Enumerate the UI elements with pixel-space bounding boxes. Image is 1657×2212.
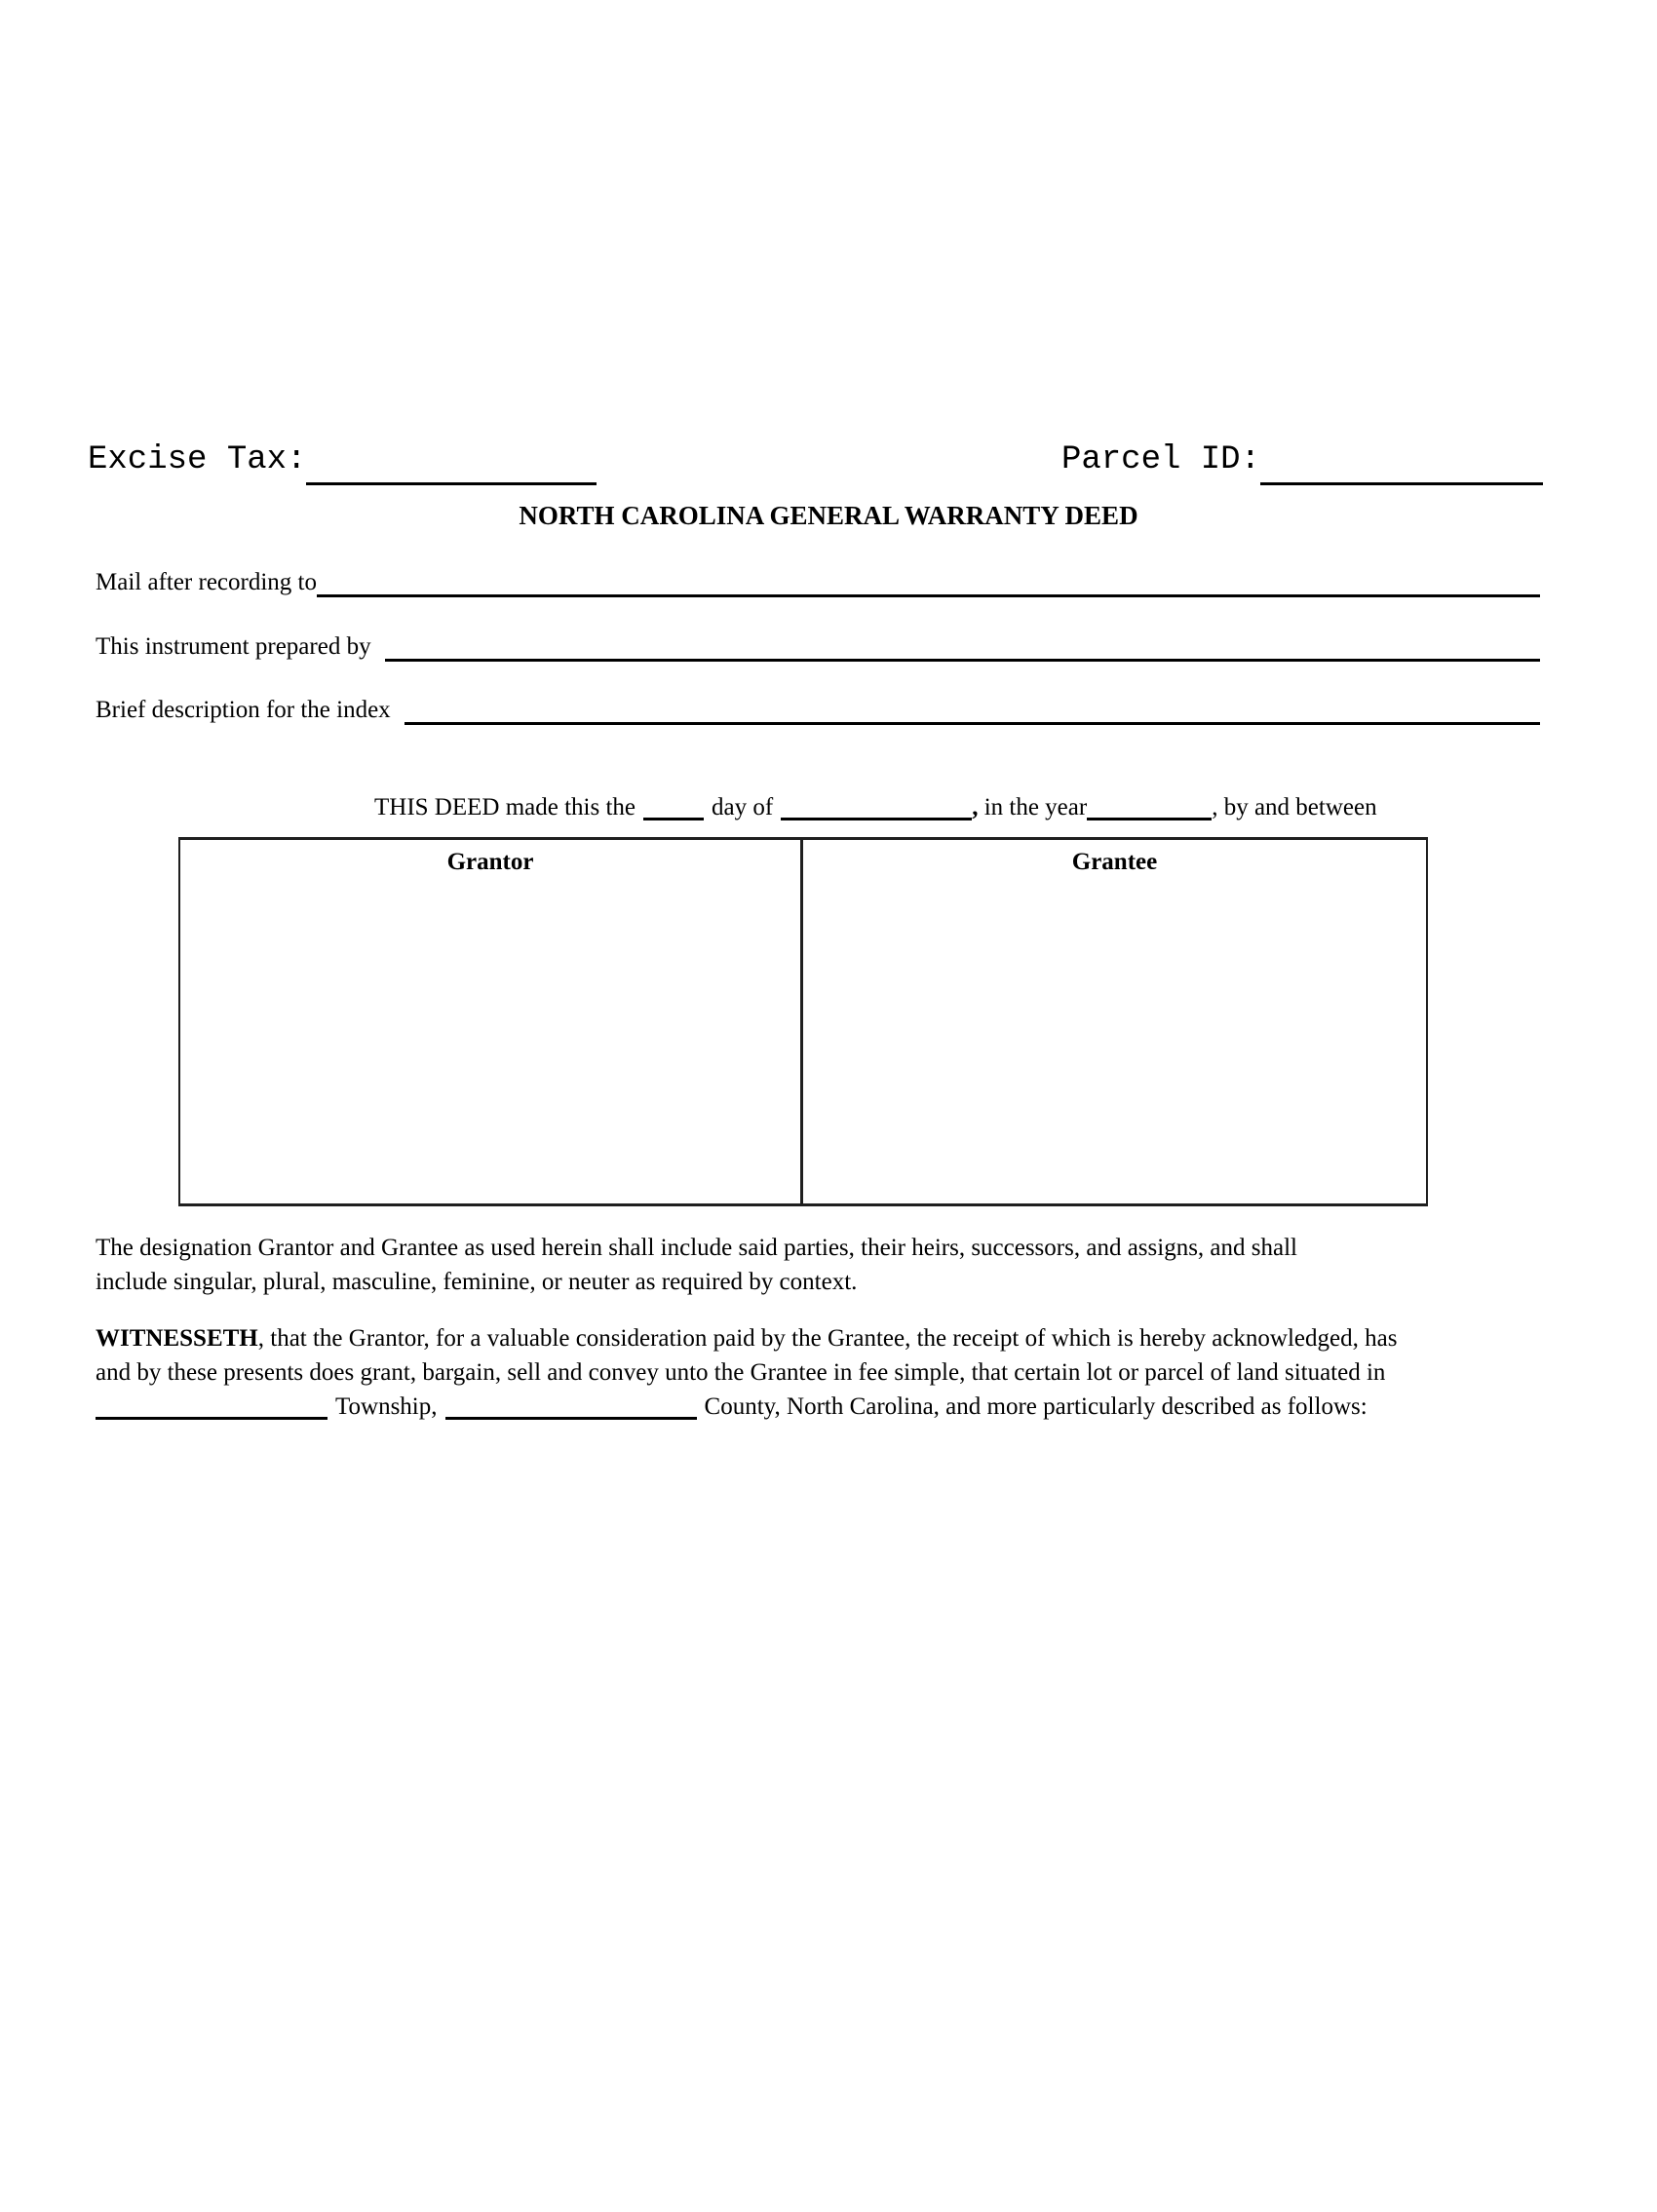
- instrument-prepared-field[interactable]: [385, 659, 1540, 662]
- parcel-id-group: [1061, 439, 1543, 485]
- recording-stamp-row: [88, 439, 1543, 485]
- deed-between-text: , by and between: [1212, 794, 1377, 820]
- witnesseth-lead: WITNESSETH: [96, 1325, 258, 1352]
- brief-description-label: Brief description for the index: [96, 697, 391, 723]
- witnesseth-paragraph: [96, 1321, 1397, 1424]
- county-line-text: County, North Carolina, and more particularly described as follows:: [704, 1393, 1368, 1420]
- document-title: NORTH CAROLINA GENERAL WARRANTY DEED: [519, 501, 1138, 530]
- deed-intro-text: THIS DEED made this the: [374, 794, 636, 820]
- township-label: Township,: [335, 1393, 438, 1420]
- witnesseth-line-3: [96, 1390, 1397, 1424]
- designation-line-2: include singular, plural, masculine, feminine, or neuter as required by context.: [96, 1269, 858, 1295]
- deed-month-field[interactable]: [781, 818, 972, 820]
- deed-comma-text: ,: [972, 794, 979, 820]
- deed-year-text: in the year: [978, 794, 1088, 820]
- deed-year-field[interactable]: [1087, 818, 1212, 820]
- mail-after-recording-label: Mail after recording to: [96, 569, 317, 595]
- county-field[interactable]: [445, 1417, 697, 1420]
- grantor-header: Grantor: [446, 849, 534, 875]
- instrument-prepared-row: [96, 629, 1540, 665]
- brief-description-field[interactable]: [405, 722, 1540, 725]
- designation-line-1: The designation Grantor and Grantee as used herein shall include said parties, their heirs, successors, and assigns, and shall: [96, 1235, 1297, 1261]
- grantee-cell[interactable]: [803, 840, 1426, 1203]
- deed-day-field[interactable]: [643, 818, 704, 820]
- grantee-header: Grantee: [1071, 849, 1158, 875]
- witnesseth-line-1-rest: , that the Grantor, for a valuable consideration paid by the Grantee, the receipt of which is hereby acknowledged, has: [257, 1325, 1398, 1352]
- deed-date-line: [374, 791, 1377, 823]
- witnesseth-line-2: and by these presents does grant, bargain, sell and convey unto the Grantee in fee simple, that certain lot or parcel of land situated in: [96, 1359, 1386, 1386]
- parcel-id-label: Parcel ID:: [1060, 441, 1260, 478]
- brief-description-row: [96, 693, 1540, 728]
- designation-paragraph: [96, 1231, 1297, 1299]
- instrument-prepared-label: This instrument prepared by: [96, 633, 371, 660]
- excise-tax-field[interactable]: [306, 482, 597, 485]
- deed-day-of-text: day of: [712, 794, 774, 820]
- excise-tax-group: [88, 439, 597, 485]
- grantor-cell[interactable]: [180, 840, 803, 1203]
- mail-after-recording-row: [96, 565, 1540, 600]
- parcel-id-field[interactable]: [1260, 482, 1543, 485]
- mail-after-recording-field[interactable]: [317, 594, 1540, 597]
- excise-tax-label: Excise Tax:: [88, 441, 307, 478]
- witnesseth-line-1: [96, 1321, 1397, 1355]
- township-field[interactable]: [96, 1417, 328, 1420]
- parties-table: [178, 837, 1428, 1206]
